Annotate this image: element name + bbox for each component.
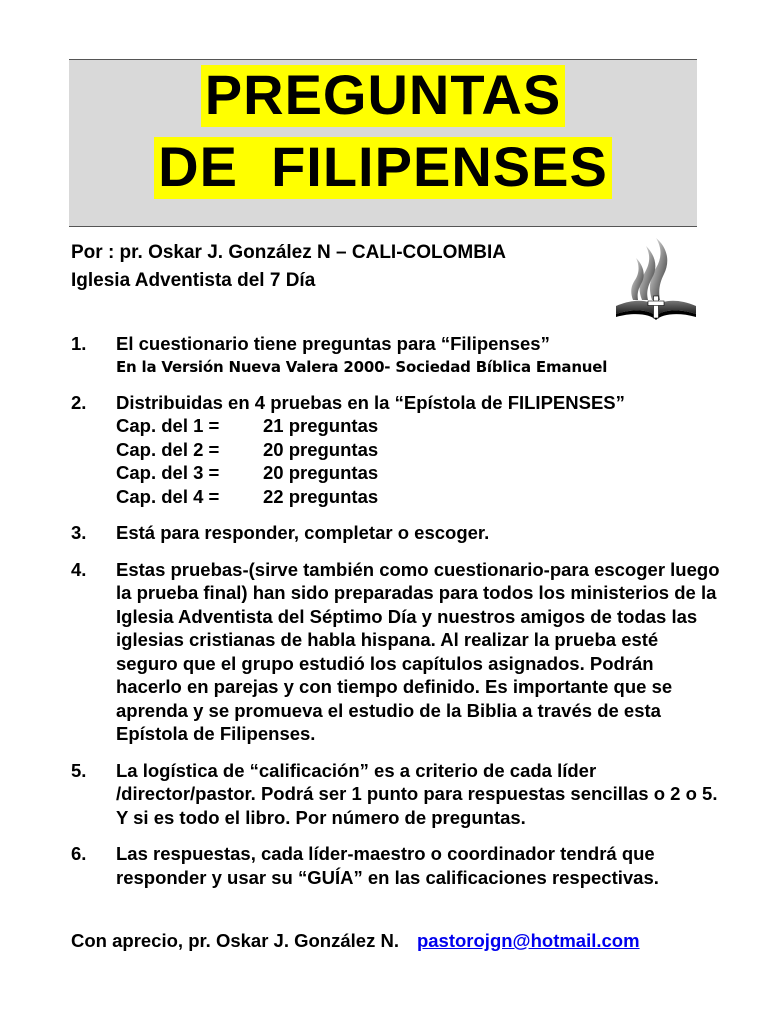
author-line: Por : pr. Oskar J. González N – CALI-COLOMBIA bbox=[71, 242, 506, 263]
item-number: 2. bbox=[71, 391, 87, 413]
item-text: Estas pruebas-(sirve también como cuestionario-para escoger luego la prueba final) han sido preparadas para todos los ministerios de la Iglesia Adventista del Séptimo Día y nuestros amigos de todas las iglesias cristianas de habla hispana. Al realizar la prueba esté seguro que el grupo estudió los capítulos asignados. Podrán hacerlo en parejas y con tiempo definido. Es importante que se aprenda y se promueva el estudio de la Biblia a través de esta Epístola de Filipenses. bbox=[116, 558, 720, 744]
chapter-count: 20 preguntas bbox=[263, 462, 379, 483]
list-item bbox=[71, 391, 721, 509]
chapter-row bbox=[116, 414, 721, 438]
item-text: La logística de “calificación” es a criterio de cada líder /director/pastor. Podrá ser 1 punto para respuestas sencillas o 2 o 5. Y si es todo el libro. Por número de preguntas. bbox=[116, 759, 718, 828]
item-number: 4. bbox=[71, 558, 87, 580]
chapter-row bbox=[116, 485, 721, 509]
church-line: Iglesia Adventista del 7 Día bbox=[71, 270, 316, 291]
chapter-label: Cap. del 4 = bbox=[116, 485, 220, 507]
title-banner bbox=[69, 59, 697, 227]
list-item bbox=[71, 842, 721, 889]
chapter-label: Cap. del 2 = bbox=[116, 438, 220, 460]
numbered-list bbox=[71, 332, 721, 902]
author-block bbox=[71, 239, 506, 295]
email-link[interactable]: pastorojgn@hotmail.com bbox=[416, 930, 640, 951]
list-item bbox=[71, 332, 721, 378]
item-number: 6. bbox=[71, 843, 87, 864]
signature-text: Con aprecio, pr. Oskar J. González N. bbox=[71, 930, 399, 951]
chapter-count: 20 preguntas bbox=[263, 438, 379, 460]
chapter-label: Cap. del 3 = bbox=[116, 462, 220, 483]
item-number: 3. bbox=[71, 522, 87, 543]
item-text: Está para responder, completar o escoger. bbox=[116, 522, 490, 543]
item-number: 5. bbox=[71, 759, 87, 781]
list-item bbox=[71, 521, 721, 545]
document-title-line-2: DE FILIPENSES bbox=[154, 137, 612, 199]
document-title-line-1: PREGUNTAS bbox=[201, 65, 565, 127]
item-text: Distribuidas en 4 pruebas en la “Epístola de FILIPENSES” bbox=[116, 391, 625, 413]
chapter-count: 22 preguntas bbox=[263, 485, 379, 507]
chapter-row bbox=[116, 438, 721, 462]
item-number: 1. bbox=[71, 333, 87, 354]
chapter-label: Cap. del 1 = bbox=[116, 415, 220, 436]
item-subtext: En la Versión Nueva Valera 2000- Sociedad Bíblica Emanuel bbox=[116, 357, 608, 376]
chapter-count: 21 preguntas bbox=[263, 415, 379, 436]
list-item bbox=[71, 759, 721, 830]
chapter-row bbox=[116, 461, 721, 485]
item-text: El cuestionario tiene preguntas para “Filipenses” bbox=[116, 333, 550, 354]
list-item bbox=[71, 558, 721, 746]
signature-line bbox=[71, 929, 640, 953]
adventist-church-logo-icon bbox=[606, 234, 706, 330]
item-text: Las respuestas, cada líder-maestro o coordinador tendrá que responder y usar su “GUÍA” en las calificaciones respectivas. bbox=[116, 843, 659, 888]
